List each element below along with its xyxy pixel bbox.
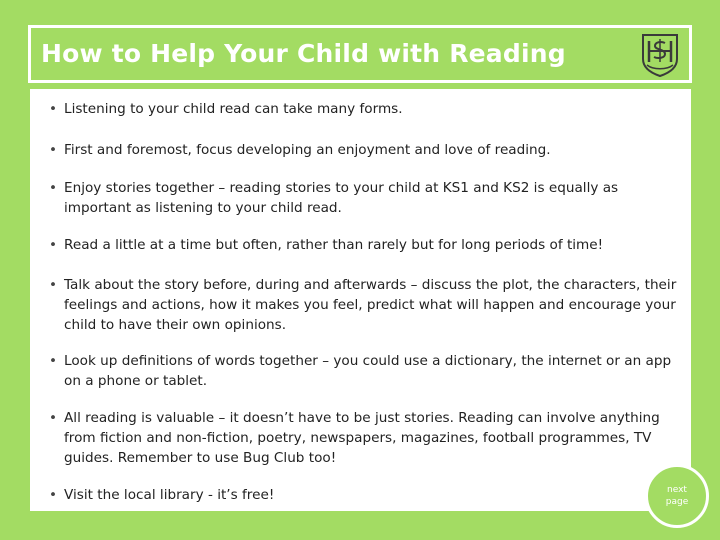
- next-page-label: next page: [665, 485, 689, 507]
- bullet-item: • Talk about the story before, during and afterwards – discuss the plot, the characters, their feelings and actions, how it makes you feel, predict what will happen and encourage your child to have their own opinions.: [49, 275, 689, 335]
- bullet-item: • Listening to your child read can take many forms.: [49, 99, 689, 119]
- bullet-item: • All reading is valuable – it doesn’t have to be just stories. Reading can involve anything from fiction and non-fiction, poetry, newspapers, magazines, football programmes, TV guides. Remember to use Bug Club too!: [49, 408, 689, 468]
- bullet-item: • Visit the local library - it’s free!: [49, 485, 689, 505]
- bullet-item: • Enjoy stories together – reading stories to your child at KS1 and KS2 is equally as important as listening to your child read.: [49, 178, 689, 218]
- school-crest-icon: [637, 32, 683, 78]
- bullet-item: • First and foremost, focus developing an enjoyment and love of reading.: [49, 140, 689, 160]
- bullet-item: • Look up definitions of words together – you could use a dictionary, the internet or an app on a phone or tablet.: [49, 351, 689, 391]
- page-title: How to Help Your Child with Reading: [41, 39, 566, 68]
- content-card: [30, 89, 691, 511]
- title-bar: [28, 25, 692, 83]
- bullet-item: • Read a little at a time but often, rather than rarely but for long periods of time!: [49, 235, 689, 255]
- next-page-button[interactable]: [645, 464, 709, 528]
